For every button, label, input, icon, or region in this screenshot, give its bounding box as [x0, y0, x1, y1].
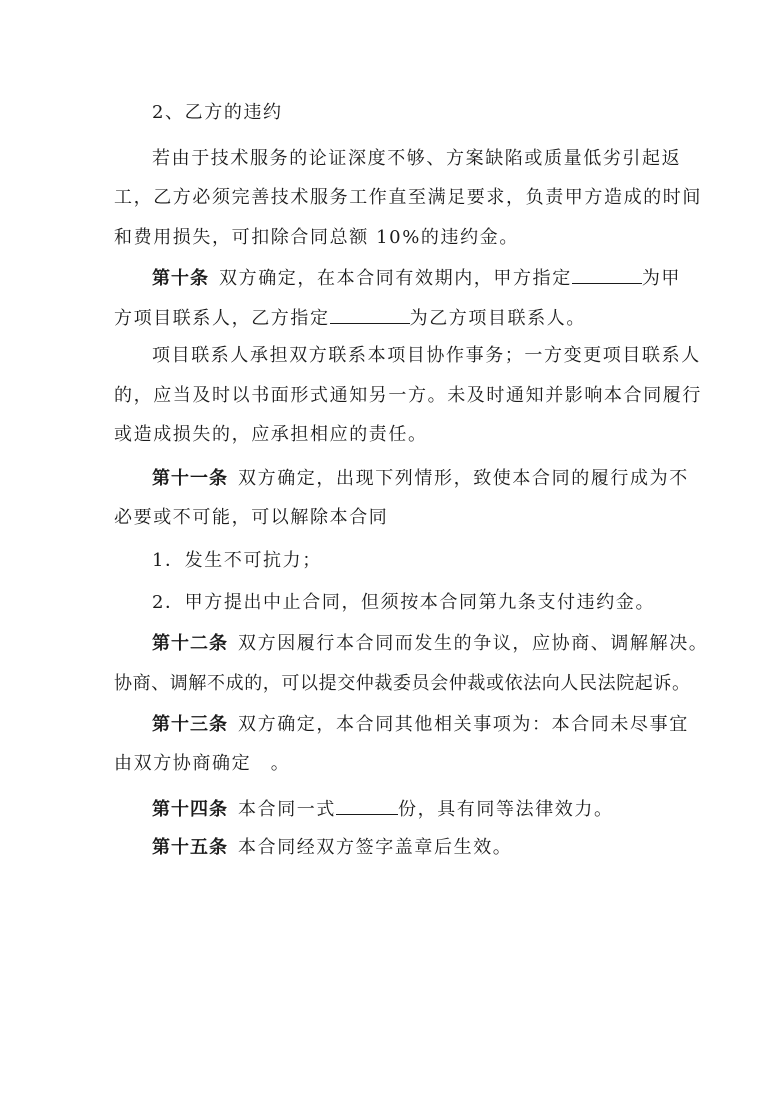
article-10-text-a: 双方确定，在本合同有效期内，甲方指定: [219, 268, 572, 289]
party-a-contact-blank[interactable]: [572, 265, 642, 284]
article-10-para2-line-2: 的，应当及时以书面形式通知另一方。未及时通知并影响本合同履行: [114, 385, 702, 406]
article-14-text-a: 本合同一式: [238, 799, 336, 820]
article-11-label: 第十一条: [152, 468, 228, 489]
article-14-line: [152, 796, 614, 820]
article-10-line-2: [114, 305, 586, 329]
article-11-item-2: 2．甲方提出中止合同，但须按本合同第九条支付违约金。: [152, 592, 656, 613]
section-2-heading: 2、乙方的违约: [152, 102, 283, 123]
article-12-line-1: [152, 632, 708, 656]
section-2-body-line-1: 若由于技术服务的论证深度不够、方案缺陷或质量低劣引起返: [152, 148, 682, 169]
article-13-label: 第十三条: [152, 714, 228, 735]
article-10-para2-line-1: 项目联系人承担双方联系本项目协作事务；一方变更项目联系人: [152, 345, 701, 366]
section-2-body-line-3: 和费用损失，可扣除合同总额 10%的违约金。: [114, 227, 519, 248]
article-13-line-2: 由双方协商确定 。: [114, 753, 291, 774]
article-13-line-1: [152, 713, 689, 737]
article-12-text: 双方因履行本合同而发生的争议，应协商、调解解决。: [238, 633, 709, 654]
article-13-text: 双方确定，本合同其他相关事项为：本合同未尽事宜: [238, 714, 689, 735]
copies-count-blank[interactable]: [336, 796, 398, 815]
article-10-line2-b: 为乙方项目联系人。: [409, 308, 587, 329]
article-10-para2-line-3: 或造成损失的，应承担相应的责任。: [114, 424, 428, 445]
article-10-line-1: [152, 265, 681, 289]
article-10-text-b: 为甲: [641, 268, 682, 289]
article-10-line2-a: 方项目联系人，乙方指定: [114, 308, 330, 329]
article-12-line-2: 协商、调解不成的，可以提交仲裁委员会仲裁或依法向人民法院起诉。: [114, 673, 691, 694]
article-14-label: 第十四条: [152, 799, 228, 820]
article-15-text: 本合同经双方签字盖章后生效。: [238, 837, 513, 858]
article-11-text: 双方确定，出现下列情形，致使本合同的履行成为不: [238, 468, 689, 489]
article-15-line: [152, 836, 512, 860]
article-15-label: 第十五条: [152, 837, 228, 858]
article-11-line-1: [152, 467, 689, 491]
party-b-contact-blank[interactable]: [330, 305, 410, 324]
section-2-body-line-2: 工，乙方必须完善技术服务工作直至满足要求，负责甲方造成的时间: [114, 187, 702, 208]
article-10-label: 第十条: [152, 268, 209, 289]
article-11-item-1: 1．发生不可抗力；: [152, 550, 322, 571]
article-12-label: 第十二条: [152, 633, 228, 654]
article-14-text-b: 份，具有同等法律效力。: [398, 799, 614, 820]
article-11-line-2: 必要或不可能，可以解除本合同: [114, 507, 389, 528]
